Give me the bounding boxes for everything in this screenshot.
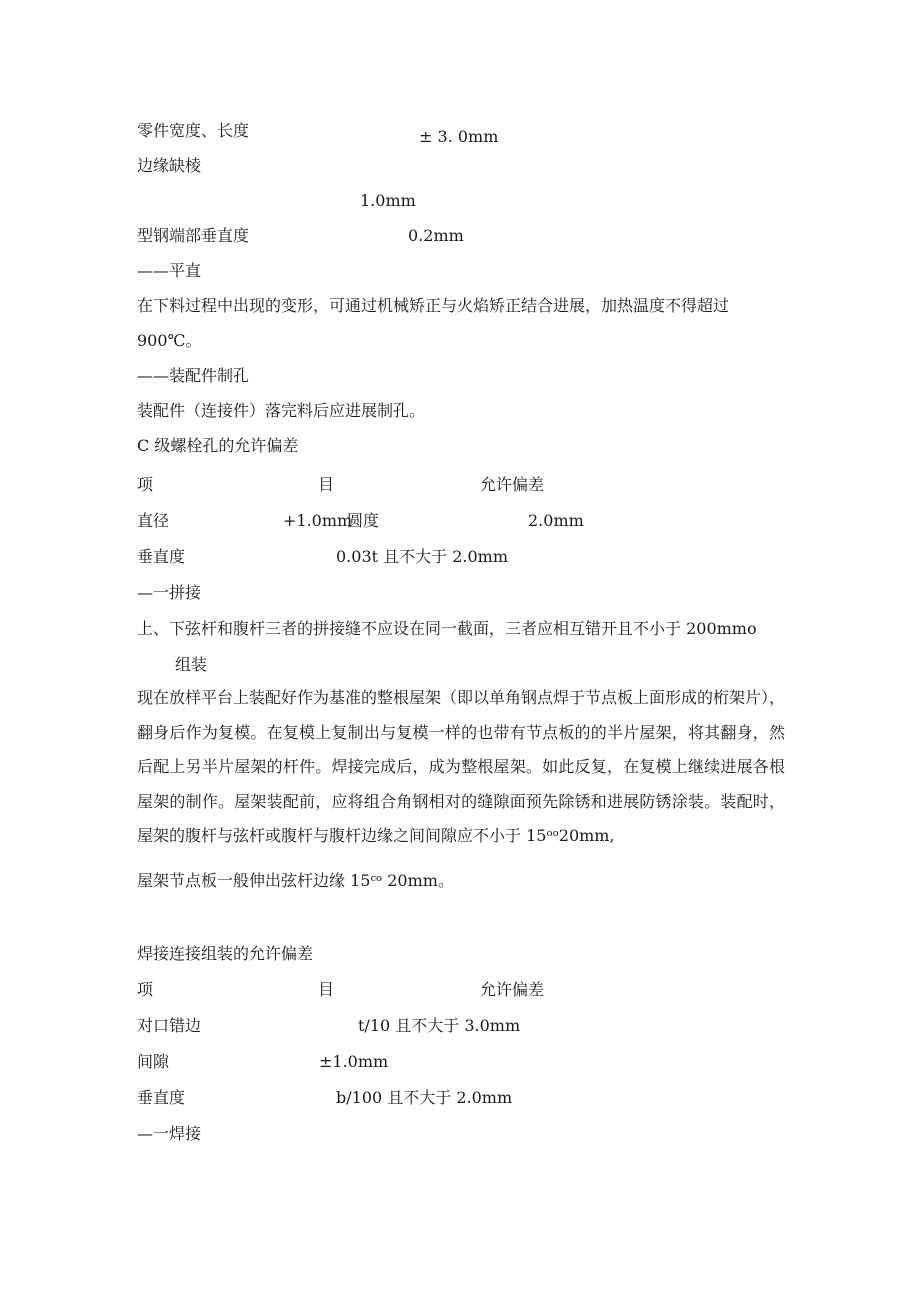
table-row <box>0 980 920 1000</box>
assembly-paragraph: 现在放样平台上装配好作为基准的整根屋架（即以单角钢点焊于节点板上面形成的桁架片），翻身后作为复模。在复模上复制出与复模一样的也带有节点板的的半片屋架，将其翻身，然后配上另半片屋架的杆件。焊接完成后，成为整根屋架。如此反复，在复模上继续进展各根屋架的制作。屋架装配前，应将组合角钢相对的缝隙面预先除锈和进展防锈涂装。装配时，屋架的腹杆与弦杆或腹杆与腹杆边缘之间间隙应不小于 15ᵒᵒ20mm, <box>137 688 786 846</box>
row-value-diameter: +1.0mm <box>283 511 353 530</box>
table-row <box>0 511 920 531</box>
header-item-2: 目 <box>318 475 335 494</box>
table-row <box>0 475 920 495</box>
verticality-value: 0.2mm <box>408 226 464 245</box>
straighten-text-line-1: 在下料过程中出现的变形，可通过机械矫正与火焰矫正结合进展，加热温度不得超过 <box>137 296 730 315</box>
row-value-gap: ±1.0mm <box>319 1052 389 1071</box>
table-row <box>0 1052 920 1072</box>
header-item: 项 <box>137 475 154 494</box>
table-row <box>0 1016 920 1036</box>
row-label-roundness: 圆度 <box>347 511 380 530</box>
verticality-label: 型钢端部垂直度 <box>137 226 250 245</box>
hole-heading: ——装配件制孔 <box>137 366 250 385</box>
assembly-heading: 组装 <box>175 655 208 674</box>
row-label-diameter: 直径 <box>137 511 170 530</box>
straighten-heading: ——平直 <box>137 261 202 280</box>
straighten-text-line-2: 900℃。 <box>137 331 202 350</box>
row-value-offset: t/10 且不大于 3.0mm <box>358 1016 521 1035</box>
bolt-table-title: C 级螺栓孔的允许偏差 <box>137 436 299 455</box>
row-label-vertical: 垂直度 <box>137 547 186 566</box>
splice-text: 上、下弦杆和腹杆三者的拼接缝不应设在同一截面，三者应相互错开且不小于 200mmo <box>137 619 757 638</box>
row-value-vertical: 0.03t 且不大于 2.0mm <box>336 547 509 566</box>
table-row <box>0 547 920 567</box>
header-tolerance: 允许偏差 <box>480 980 545 999</box>
row-value-vertical: b/100 且不大于 2.0mm <box>336 1088 513 1107</box>
weld-heading: —一焊接 <box>137 1124 202 1143</box>
row-value-roundness: 2.0mm <box>528 511 584 530</box>
edge-defect-label: 边缘缺棱 <box>137 156 202 175</box>
assembly-paragraph-last-line: 屋架节点板一般伸出弦杆边缘 15ᶜᵒ 20mm。 <box>137 871 454 890</box>
header-item-2: 目 <box>318 980 335 999</box>
edge-defect-value: 1.0mm <box>360 191 416 210</box>
row-label-vertical: 垂直度 <box>137 1088 186 1107</box>
weld-table-title: 焊接连接组装的允许偏差 <box>137 944 314 963</box>
header-item: 项 <box>137 980 154 999</box>
row-label-offset: 对口错边 <box>137 1016 202 1035</box>
splice-heading: —一拼接 <box>137 583 202 602</box>
header-tolerance: 允许偏差 <box>480 475 545 494</box>
part-width-value: ± 3. 0mm <box>419 127 499 146</box>
part-width-label: 零件宽度、长度 <box>137 121 250 140</box>
row-label-gap: 间隙 <box>137 1052 170 1071</box>
hole-text: 装配件（连接件）落完料后应进展制孔。 <box>137 401 426 420</box>
table-row <box>0 1088 920 1108</box>
